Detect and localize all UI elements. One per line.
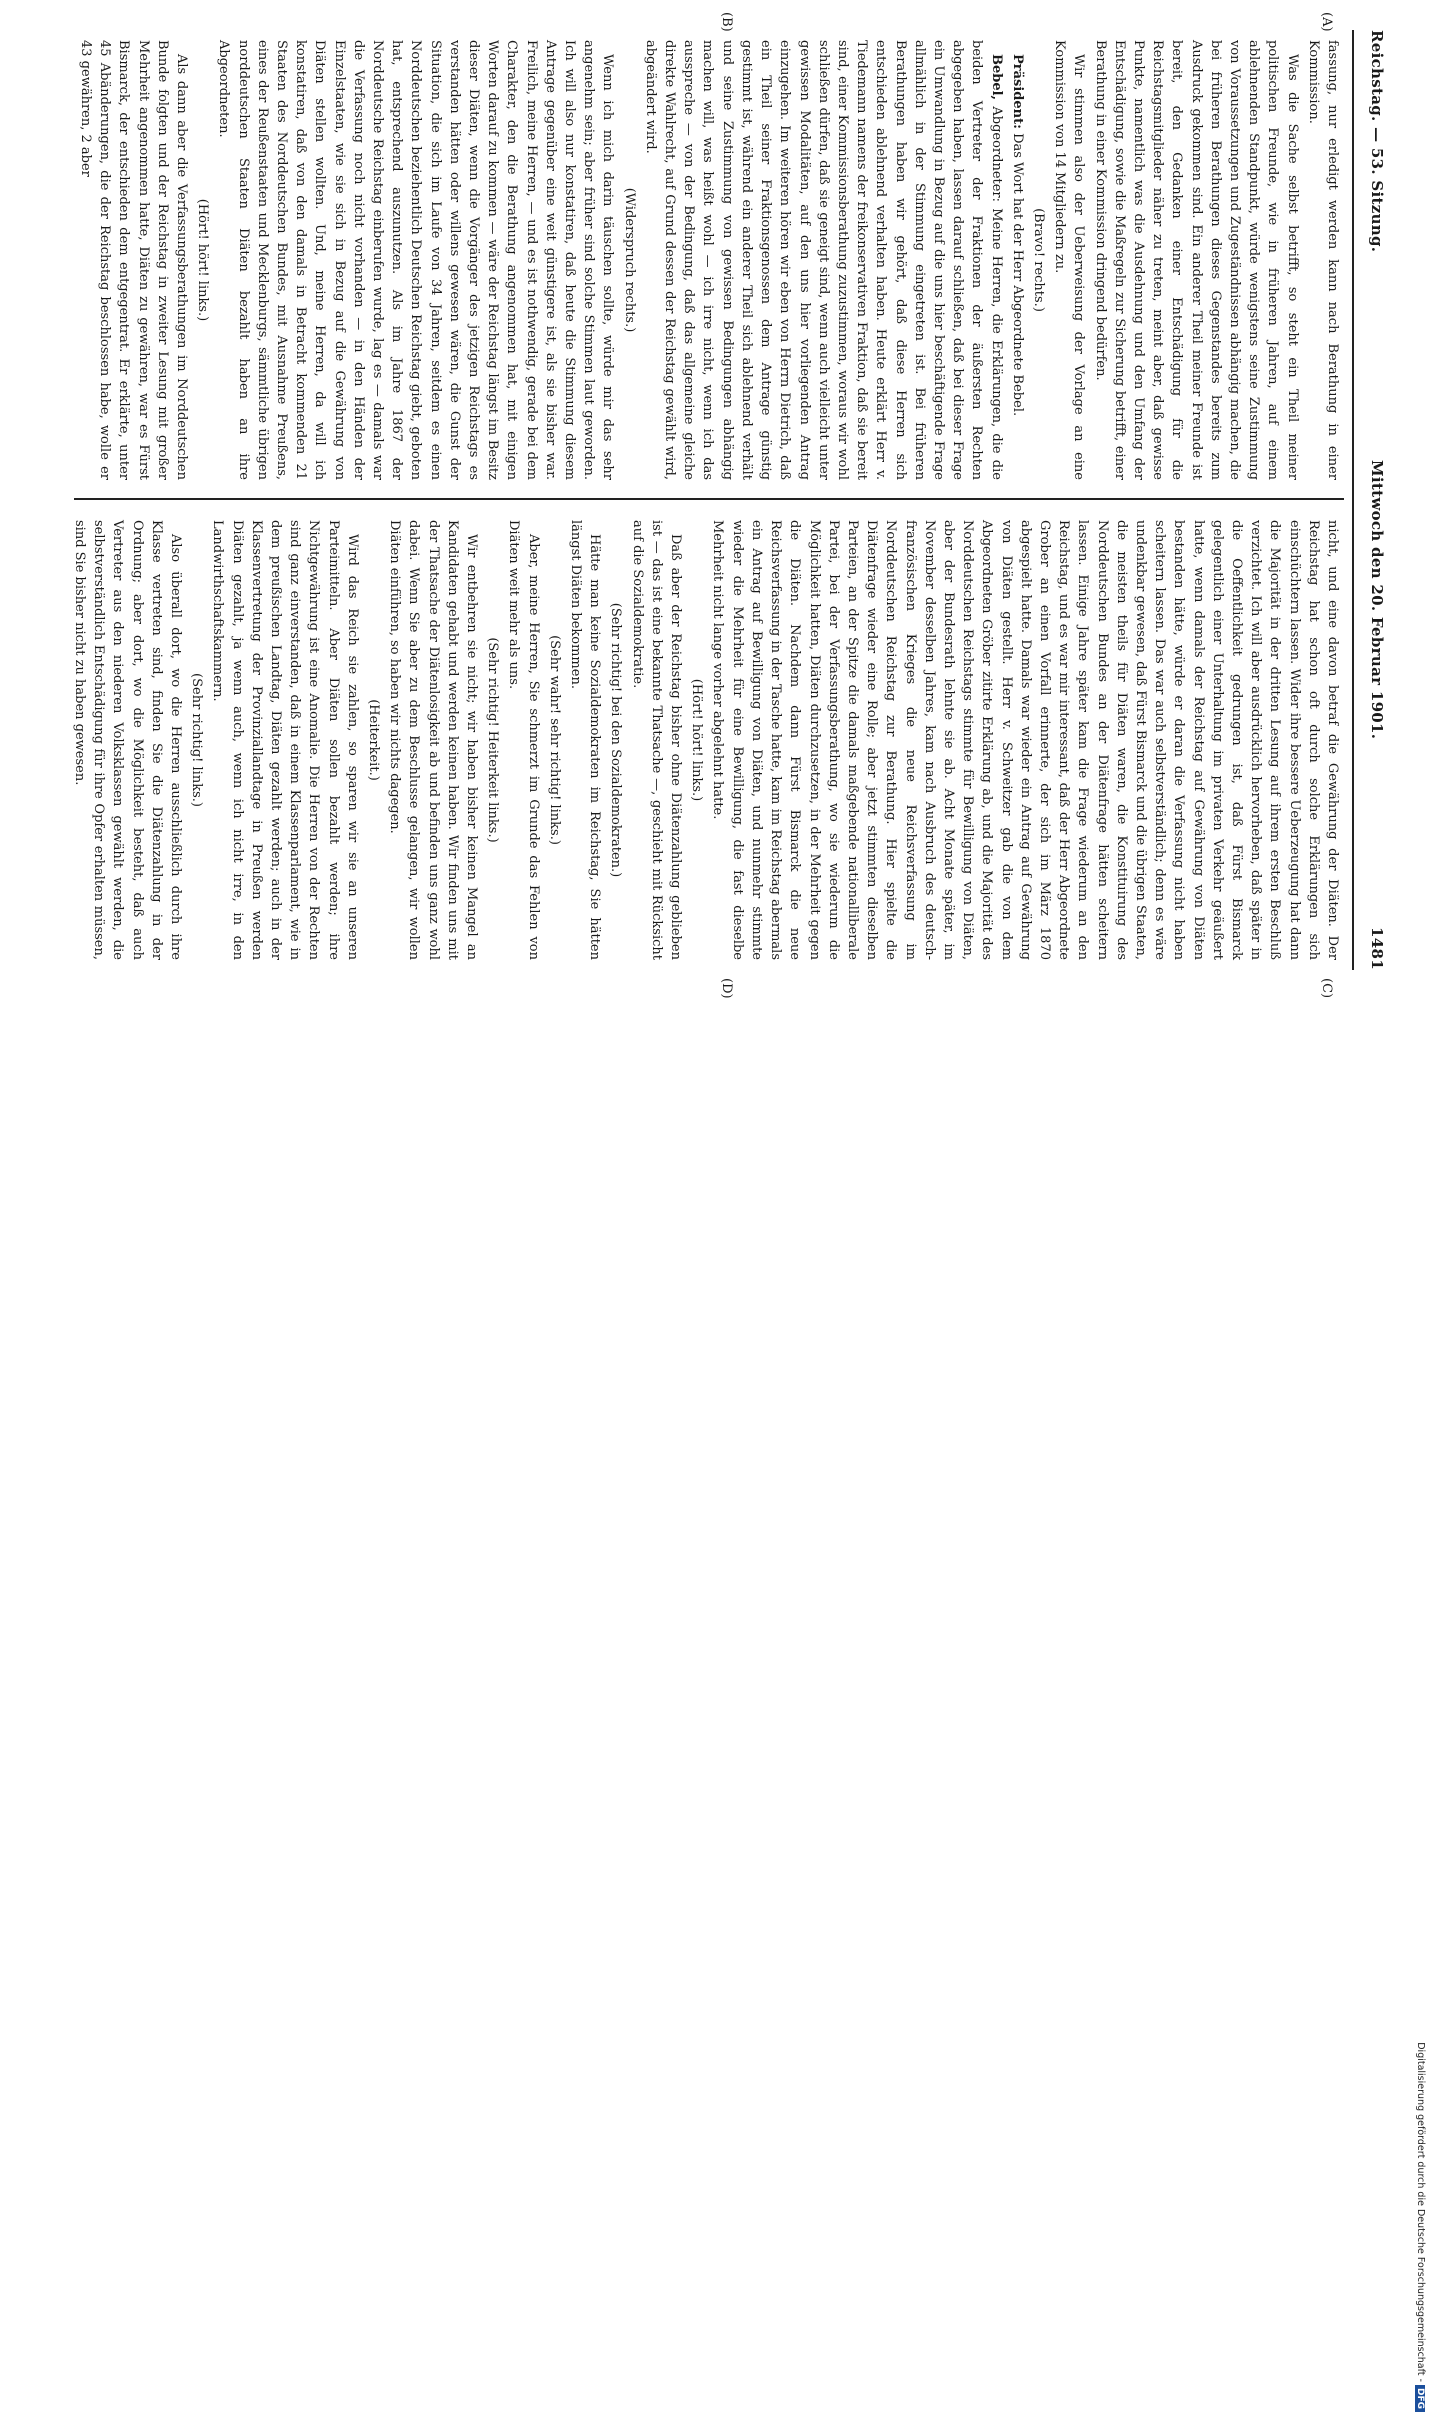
interjection: (Sehr richtig! Heiterkeit links.): [485, 637, 501, 843]
header-session: Reichstag. — 53. Sitzung.: [1368, 30, 1386, 253]
interjection: (Hört! hört! links.): [195, 198, 211, 322]
right-column: [72, 520, 1342, 960]
dfg-logo: DFG: [1415, 2385, 1425, 2412]
paragraph: Als dann aber die Verfassungsberathungen im Norddeutschen Bunde folgten und der Reichstag in zweiter Lesung mit großer Mehrheit angenommen hatte, Diäten zu gewähren, war es Fürst Bismarck, der entschieden dem entgegentrat. Er erklärte, unter 45 Abänderungen, die der Reichstag beschlossen habe, wolle er 43 gewähren, 2 aber: [78, 40, 190, 480]
speaker-paragraph: [1008, 40, 1027, 480]
interjection: (Hört! hört! links.): [689, 678, 705, 802]
paragraph: Wir entbehren sie nicht; wir haben bisher keinen Mangel an Kandidaten gehabt und werden keinen haben. Wir finden uns mit der Thatsache der Diätenlosigkeit ab und befinden uns ganz wohl dabei. Wenn Sie aber zu dem Beschlusse gelangen, wir wollen Diäten einführen, so haben wir nichts dagegen.: [387, 520, 480, 960]
interjection: (Sehr richtig! bei den Sozialdemokraten.): [608, 602, 624, 878]
digitization-text: Digitalisierung gefördert durch die Deutsche Forschungsgemeinschaft -: [1415, 2042, 1426, 2382]
header-rule: [1353, 30, 1355, 970]
paragraph: Aber, meine Herren, Sie schmerzt im Grunde das Fehlen von Diäten weit mehr als uns.: [506, 520, 541, 960]
paragraph: Wenn ich mich darin täuschen sollte, würde mir das sehr angenehm sein; aber früher sind solche Stimmen laut geworden. Ich will also nur konstatiren, daß heute die Stimmung diesem Antrage gegenüber eine weit günstigere ist, als sie bisher war. Freilich, meine Herren, — und es ist nothwendig, gerade bei dem Charakter, den die Berathung angenommen hat, mit einigen Worten darauf zu kommen — wäre der Reichstag längst im Besitz dieser Diäten, wenn die Vorgänger des jetzigen Reichstags es verstanden hätten oder willens gewesen wären, die Gunst der Situation, die sich im Laufe von 34 Jahren, seitdem es einen Norddeutschen beziehentlich Deutschen Reichstag giebt, geboten hat, entsprechend auszunutzen. Als im Jahre 1867 der Norddeutsche Reichstag einberufen wurde, lag es — damals war die Verfassung noch nicht vorhanden — in den Händen der Einzelstaaten, wie sie sich in Bezug auf die Gewährung von Diäten stellen wollten. Und, meine Herren, da will ich konstatiren, daß von den damals in Betracht kommenden 21 Staaten des Norddeutschen Bundes, mit Ausnahme Preußens, eines der Reußenstaaten und Mecklenburgs, sämmtliche übrigen norddeutschen Staaten Diäten bezahlt haben an ihre Abgeordneten.: [216, 40, 616, 480]
margin-marker-d: (D): [719, 978, 734, 999]
speaker-paragraph: [641, 40, 1006, 480]
page-header: [1360, 30, 1386, 970]
interjection: (Heiterkeit.): [366, 699, 382, 781]
paragraph: Was die Sache selbst betrifft, so steht ein Theil meiner politischen Freunde, wie in früheren Jahren, auf einem ablehnenden Standpunkt, würde wenigstens seine Zustimmung von Voraussetzungen und Zugeständnissen abhängig machen, die bei früheren Berathungen dieses Gegenstandes bereits zum Ausdruck gekommen sind. Ein anderer Theil meiner Freunde ist bereit, den Gedanken einer Entschädigung für die Reichstagsmitglieder näher zu treten, meint aber, daß gewisse Punkte, namentlich was die Ausdehnung und den Umfang der Entschädigung, sowie die Maßregeln zur Sicherung betrifft, einer Berathung in einer Kommission dringend bedürfen.: [1092, 40, 1300, 480]
left-column: [78, 40, 1342, 480]
paragraph: Also überall dort, wo die Herren ausschließlich durch ihre Klasse vertreten sind, finden Sie die Diätenzahlung in der Ordnung; aber dort, wo die Möglichkeit besteht, daß auch Vertreter aus den niederen Volksklassen gewählt werden, die selbstverständlich Entschädigung für ihre Opfer erhalten müssen, sind Sie bisher nicht zu haben gewesen.: [72, 520, 184, 960]
interjection: (Sehr richtig! links.): [189, 673, 205, 807]
paragraph: Hätte man keine Sozialdemokraten im Reichstag, Sie hätten längst Diäten bekommen.: [568, 520, 603, 960]
speaker-label: Präsident:: [1009, 54, 1025, 129]
margin-marker-c: (C): [1319, 978, 1334, 999]
paragraph: nicht, und eine davon betraf die Gewährung der Diäten. Der Reichstag hat schon oft durch solche Erklärungen sich einschüchtern lassen. Wider ihre bessere Ueberzeugung hat dann die Majorität in der dritten Lesung auf ihrem ersten Beschluß verzichtet. Ich will aber ausdrücklich hervorheben, daß später in die Oeffentlichkeit gedrungen ist, daß Fürst Bismarck gelegentlich einer Unterhaltung im privaten Verkehr geäußert hatte, wenn damals der Reichstag auf Gewährung von Diäten bestanden hätte, würde er daran die Verfassung nicht haben scheitern lassen. Das war auch selbstverständlich; denn es wäre undenkbar gewesen, daß Fürst Bismarck und die übrigen Staaten, die meisten theils für Diäten waren, die Konstituirung des Norddeutschen Bundes an der Diätenfrage hätten scheitern lassen. Einige Jahre später kam die Frage wiederum an den Reichstag, und es war mir interessant, daß der Herr Abgeordnete Grober an einen Vorfall erinnerte, der sich im März 1870 abgespielt hatte. Damals war wieder ein Antrag auf Gewährung von Diäten gestellt. Herr v. Schweitzer gab die von dem Abgeordneten Gröber zitirte Erklärung ab, und die Majorität des Norddeutschen Reichstags stimmte für Bewilligung von Diäten, aber der Bundesrath lehnte sie ab. Acht Monate später, im November desselben Jahres, kam nach Ausbruch des deutsch-französischen Krieges die neue Reichsverfassung im Norddeutschen Reichstag zur Berathung. Hier spielte die Diätenfrage wieder eine Rolle; aber jetzt stimmten dieselben Parteien, an der Spitze die damals maßgebende nationalliberale Partei, bei der Verfassungsberathung, wo sie wiederum die Möglichkeit hatten, Diäten durchzusetzen, in der Mehrheit gegen die Diäten. Nachdem dann Fürst Bismarck die neue Reichsverfassung in der Tasche hatte, kam im Reichstag abermals ein Antrag auf Bewilligung von Diäten, und nunmehr stimmte wieder die Mehrheit für eine Bewilligung, die fast dieselbe Mehrheit nicht lange vorher abgelehnt hatte.: [710, 520, 1340, 960]
interjection: (Sehr wahr! sehr richtig! links.): [546, 635, 562, 845]
paragraph: Wird das Reich sie zahlen, so sparen wir sie an unseren Parteimitteln. Aber Diäten sollen bezahlt werden; ihre Nichtgewährung ist eine Anomalie. Die Herren von der Rechten sind ganz einverstanden, daß in einem Klassenparlament, wie in dem preußischen Landtag, Diäten gezahlt werden; auch in der Klassenvertretung der Provinziallandtage in Preußen werden Diäten gezahlt, ja wenn auch, wenn ich nicht irre, in den Landwirthschaftskammern.: [210, 520, 360, 960]
column-divider: [74, 498, 1344, 500]
paragraph-text: Das Wort hat der Herr Abgeordnete Bebel.: [1009, 133, 1025, 417]
paragraph: Wir stimmen also der Ueberweisung der Vorlage an eine Kommission von 14 Mitgliedern zu.: [1052, 40, 1087, 480]
margin-marker-b: (B): [719, 12, 734, 32]
paragraph-text: Abgeordneter: Meine Herren, die Erklärungen, die die beiden Vertreter der Fraktionen der äußersten Rechten abgegeben haben, lassen darauf schließen, daß bei dieser Frage ein Umwandlung in Bezug auf die uns hier beschäftigende Frage allmählich in der Stimmung eingetreten ist. Bei früheren Berathungen haben wir gehört, daß diese Herren sich entschieden ablehnend verhalten haben. Heute erklärt Herr v. Tiedemann namens der freikonservativen Fraktion, daß sie bereit sind, einer Kommissionsberathung zuzustimmen, woraus wir wohl schließen dürfen, daß sie geneigt sind, wenn auch vielleicht unter gewissen Modalitäten, auf den uns hier vorliegenden Antrag einzugehen. Im weiteren hören wir eben von Herrn Dietrich, daß ein Theil seiner Fraktionsgenossen dem Antrage günstig gestimmt ist, während ein anderer Theil sich ablehnend verhält und seine Zustimmung von gewissen Bedingungen abhängig machen will, was heißt wohl — ich irre nicht, wenn ich das ausspreche — von der Bedingung, daß das allgemeine gleiche direkte Wahlrecht, auf Grund dessen der Reichstag gewählt wird, abgeändert wird.: [642, 40, 1004, 480]
page-number: 1481: [1368, 927, 1386, 970]
header-date: Mittwoch den 20. Februar 1901.: [1368, 460, 1386, 740]
paragraph: Daß aber der Reichstag bisher ohne Diätenzahlung geblieben ist — das ist eine bekannte Thatsache —, geschieht mit Rücksicht auf die Sozialdemokratie.: [629, 520, 684, 960]
interjection: (Widerspruch rechts.): [621, 187, 637, 333]
speaker-label: Bebel,: [988, 54, 1004, 101]
digitization-credit: [1415, 1002, 1426, 2412]
paragraph: fassung, nur erledigt werden kann nach Berathung in einer Kommission.: [1305, 40, 1340, 480]
interjection: (Bravo! rechts.): [1030, 208, 1046, 312]
margin-marker-a: (A): [1319, 12, 1334, 32]
